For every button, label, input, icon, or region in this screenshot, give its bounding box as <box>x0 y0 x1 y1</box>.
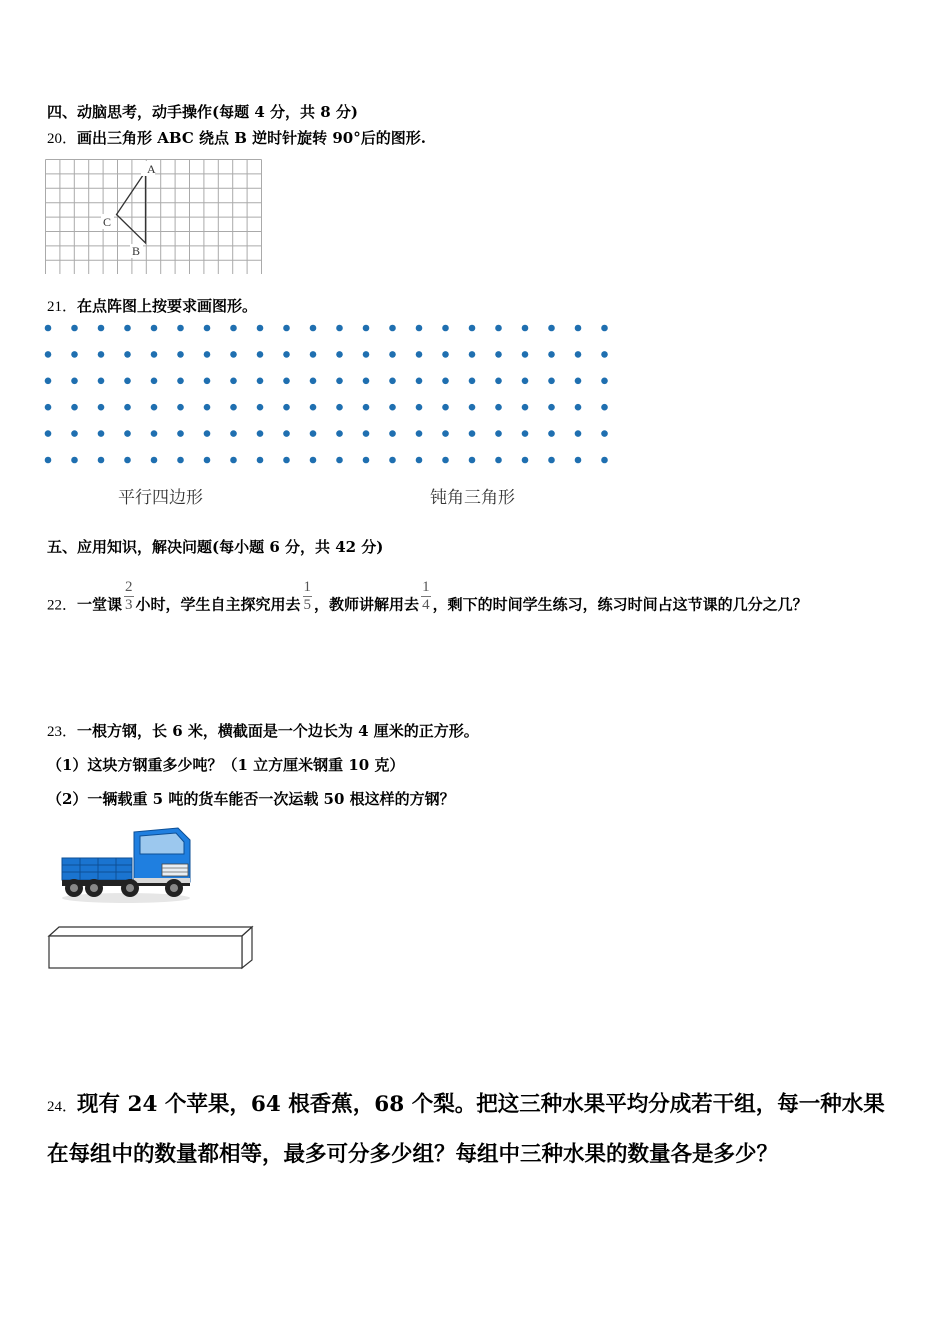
lattice-dot <box>575 430 582 437</box>
lattice-dot <box>257 325 264 332</box>
lattice-dot <box>124 430 131 437</box>
lattice-dot <box>416 430 423 437</box>
lattice-dot <box>389 404 396 411</box>
lattice-dot <box>389 430 396 437</box>
lattice-dot <box>495 404 502 411</box>
lattice-dot <box>495 430 502 437</box>
lattice-dot <box>45 378 52 385</box>
lattice-dot <box>575 404 582 411</box>
lattice-dot <box>416 325 423 332</box>
lattice-dot <box>204 430 211 437</box>
lattice-dot <box>45 430 52 437</box>
question-20-number: 20． <box>47 131 78 147</box>
lattice-dot <box>469 351 476 358</box>
section-4-title: 四、动脑思考，动手操作(每题 4 分，共 8 分) <box>47 103 358 121</box>
point-c-label: C <box>103 215 112 229</box>
lattice-dot <box>601 404 608 411</box>
lattice-dot <box>442 351 449 358</box>
lattice-dot <box>548 430 555 437</box>
lattice-dot <box>522 351 529 358</box>
lattice-dot <box>548 457 555 464</box>
lattice-dot <box>310 430 317 437</box>
lattice-dot <box>363 325 370 332</box>
lattice-dot <box>151 404 158 411</box>
lattice-dot <box>363 457 370 464</box>
lattice-dot <box>257 351 264 358</box>
lattice-dot <box>45 404 52 411</box>
fraction-1-denominator: 3 <box>125 597 133 613</box>
lattice-dot <box>601 325 608 332</box>
lattice-dot <box>204 351 211 358</box>
question-20-text: 画出三角形 ABC 绕点 B 逆时针旋转 90°后的图形. <box>77 129 426 147</box>
question-22-number: 22． <box>47 597 78 614</box>
lattice-dot <box>310 457 317 464</box>
lattice-dot <box>363 430 370 437</box>
steel-bar-figure <box>45 924 255 972</box>
lattice-dot <box>71 378 78 385</box>
lattice-dot <box>469 378 476 385</box>
lattice-dot <box>257 404 264 411</box>
lattice-dot <box>45 325 52 332</box>
fraction-two-thirds <box>124 579 134 614</box>
lattice-dot <box>230 430 237 437</box>
lattice-dots <box>45 325 608 464</box>
lattice-dot <box>522 430 529 437</box>
lattice-dot <box>416 457 423 464</box>
question-24-text-line-1: 现有 24 个苹果，64 根香蕉，68 个梨。把这三种水果平均分成若干组，每一种水果 <box>77 1092 885 1117</box>
lattice-dot <box>522 457 529 464</box>
lattice-dot <box>336 351 343 358</box>
lattice-dot <box>522 378 529 385</box>
lattice-dot <box>124 351 131 358</box>
lattice-dot <box>416 378 423 385</box>
lattice-dot <box>124 378 131 385</box>
lattice-dot <box>98 404 105 411</box>
lattice-dot <box>363 378 370 385</box>
lattice-dot <box>495 378 502 385</box>
rotation-grid-figure <box>44 158 262 274</box>
question-24-line-2: 在每组中的数量都相等，最多可分多少组？每组中三种水果的数量各是多少？ <box>47 1142 779 1167</box>
lattice-dot <box>548 378 555 385</box>
question-21-number: 21． <box>47 299 78 315</box>
lattice-dot <box>71 430 78 437</box>
lattice-dot <box>98 351 105 358</box>
label-parallelogram: 平行四边形 <box>118 488 203 508</box>
lattice-dot <box>230 378 237 385</box>
question-21 <box>47 295 257 316</box>
question-23-sub-1: （1）这块方钢重多少吨？（1 立方厘米钢重 10 克） <box>47 756 405 774</box>
lattice-dot <box>442 457 449 464</box>
fraction-2-denominator: 5 <box>303 597 312 613</box>
lattice-dot <box>363 404 370 411</box>
question-23-sub-2: （2）一辆载重 5 吨的货车能否一次运载 50 根这样的方钢？ <box>47 790 455 808</box>
lattice-dot <box>230 457 237 464</box>
lattice-dot <box>230 404 237 411</box>
label-obtuse-triangle: 钝角三角形 <box>430 488 515 508</box>
question-20 <box>47 127 426 148</box>
question-24-number: 24． <box>47 1099 78 1115</box>
lattice-dot <box>575 457 582 464</box>
lattice-dot <box>151 378 158 385</box>
question-22-part3: ，教师讲解用去 <box>314 595 420 614</box>
lattice-dot <box>575 325 582 332</box>
lattice-dot <box>442 325 449 332</box>
lattice-dot <box>389 378 396 385</box>
lattice-dot <box>389 457 396 464</box>
lattice-dot <box>177 351 184 358</box>
lattice-dot <box>336 457 343 464</box>
lattice-dot <box>336 378 343 385</box>
lattice-dot <box>548 325 555 332</box>
triangle-abc <box>117 172 146 244</box>
lattice-dot <box>336 325 343 332</box>
lattice-dot <box>204 325 211 332</box>
dot-lattice <box>40 318 620 470</box>
fraction-2-numerator: 1 <box>303 579 312 595</box>
question-21-text: 在点阵图上按要求画图形。 <box>77 297 258 315</box>
lattice-dot <box>151 325 158 332</box>
lattice-dot <box>283 430 290 437</box>
question-22-part1: 一堂课 <box>77 595 123 614</box>
lattice-dot <box>257 378 264 385</box>
lattice-dot <box>45 457 52 464</box>
lattice-dot <box>495 457 502 464</box>
lattice-dot <box>442 404 449 411</box>
lattice-dot <box>575 378 582 385</box>
lattice-dot <box>151 351 158 358</box>
question-23 <box>47 720 479 741</box>
lattice-dot <box>230 351 237 358</box>
lattice-dot <box>177 325 184 332</box>
section-5-title: 五、应用知识，解决问题(每小题 6 分，共 42 分) <box>47 538 384 556</box>
lattice-dot <box>310 404 317 411</box>
lattice-dot <box>469 430 476 437</box>
fraction-1-numerator: 2 <box>125 579 133 595</box>
lattice-dot <box>124 404 131 411</box>
question-23-text: 一根方钢，长 6 米，横截面是一个边长为 4 厘米的正方形。 <box>77 722 479 740</box>
question-24-line-1 <box>47 1087 885 1118</box>
lattice-dot <box>98 378 105 385</box>
lattice-dot <box>177 430 184 437</box>
lattice-dot <box>601 457 608 464</box>
lattice-dot <box>177 404 184 411</box>
lattice-dot <box>575 351 582 358</box>
lattice-dot <box>283 351 290 358</box>
fraction-3-denominator: 4 <box>422 597 430 613</box>
question-22 <box>47 579 808 623</box>
question-22-part2: 小时，学生自主探究用去 <box>135 595 301 614</box>
lattice-dot <box>98 325 105 332</box>
lattice-dot <box>336 430 343 437</box>
lattice-dot <box>548 351 555 358</box>
lattice-dot <box>310 351 317 358</box>
lattice-dot <box>601 430 608 437</box>
lattice-dot <box>71 351 78 358</box>
lattice-dot <box>522 404 529 411</box>
lattice-dot <box>177 378 184 385</box>
lattice-dot <box>204 404 211 411</box>
lattice-dot <box>98 457 105 464</box>
lattice-dot <box>601 351 608 358</box>
lattice-dot <box>71 457 78 464</box>
lattice-dot <box>283 457 290 464</box>
truck-image <box>58 820 194 904</box>
lattice-dot <box>71 404 78 411</box>
lattice-dot <box>283 378 290 385</box>
lattice-dot <box>469 325 476 332</box>
lattice-dot <box>283 325 290 332</box>
point-a-label: A <box>147 162 156 176</box>
lattice-dot <box>151 430 158 437</box>
fraction-one-quarter <box>421 579 431 614</box>
lattice-dot <box>204 457 211 464</box>
lattice-dot <box>124 325 131 332</box>
lattice-dot <box>522 325 529 332</box>
lattice-dot <box>98 430 105 437</box>
lattice-dot <box>230 325 237 332</box>
lattice-dot <box>389 325 396 332</box>
grid-lines <box>46 160 262 275</box>
lattice-dot <box>469 457 476 464</box>
lattice-dot <box>548 404 555 411</box>
lattice-dot <box>204 378 211 385</box>
lattice-dot <box>495 351 502 358</box>
lattice-dot <box>389 351 396 358</box>
lattice-dot <box>442 430 449 437</box>
lattice-dot <box>416 351 423 358</box>
lattice-dot <box>257 430 264 437</box>
question-23-number: 23． <box>47 724 78 740</box>
lattice-dot <box>310 378 317 385</box>
fraction-3-numerator: 1 <box>422 579 430 595</box>
lattice-dot <box>601 378 608 385</box>
lattice-dot <box>469 404 476 411</box>
lattice-dot <box>177 457 184 464</box>
lattice-dot <box>495 325 502 332</box>
point-b-label: B <box>132 244 141 258</box>
lattice-dot <box>71 325 78 332</box>
lattice-dot <box>151 457 158 464</box>
lattice-dot <box>257 457 264 464</box>
lattice-dot <box>416 404 423 411</box>
lattice-dot <box>124 457 131 464</box>
fraction-one-fifth <box>303 579 313 614</box>
lattice-dot <box>283 404 290 411</box>
lattice-dot <box>442 378 449 385</box>
question-22-part4: ，剩下的时间学生练习，练习时间占这节课的几分之几？ <box>432 595 808 614</box>
lattice-dot <box>310 325 317 332</box>
lattice-dot <box>45 351 52 358</box>
lattice-dot <box>336 404 343 411</box>
lattice-dot <box>363 351 370 358</box>
